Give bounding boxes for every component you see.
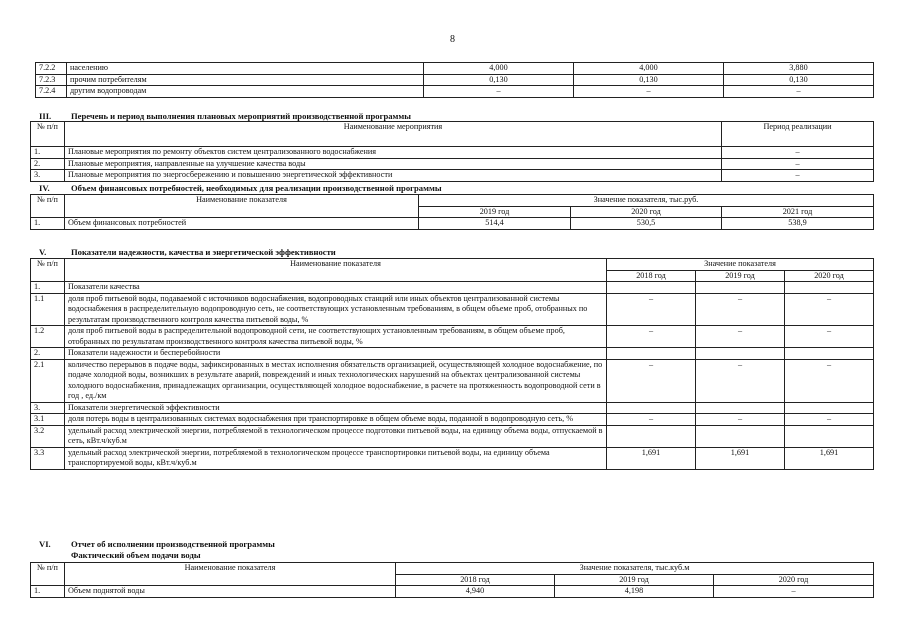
row-name: Плановые мероприятия по ремонту объектов систем централизованного водоснабжения: [65, 147, 722, 159]
row-value: 0,130: [724, 74, 874, 86]
row-number: 2.: [31, 158, 65, 170]
row-period: –: [722, 158, 874, 170]
row-value: 4,940: [396, 586, 555, 598]
row-value: –: [696, 414, 785, 426]
table-row: [31, 348, 874, 360]
row-value: –: [696, 293, 785, 326]
s4-year: 2019 год: [419, 206, 571, 218]
row-number: 1.: [31, 218, 65, 230]
row-value: –: [785, 326, 874, 348]
empty-cell: [696, 282, 785, 294]
row-name: количество перерывов в подаче воды, зафиксированных в местах исполнения обязательств организацией, осуществляющей холодное водоснабжение, по подаче холодной воды, возникших в результате аварий, повреждений и иных технологических нарушений на объектах централизованной системы холодного водоснабжения, принадлежащих организации, осуществляющей холодное водоснабжение, в расчете на протяженность водопроводной сети в год , ед./км: [65, 359, 607, 402]
section-6-heading: [39, 539, 275, 550]
row-value: –: [607, 326, 696, 348]
row-value: –: [714, 586, 874, 598]
table-row: [31, 147, 874, 159]
table-row: [31, 425, 874, 447]
table-row: [31, 158, 874, 170]
s4-year: 2021 год: [722, 206, 874, 218]
row-period: –: [722, 147, 874, 159]
row-value: 514,4: [419, 218, 571, 230]
s5-year: 2019 год: [696, 270, 785, 282]
row-value: 3,880: [724, 63, 874, 75]
row-value: 4,000: [574, 63, 724, 75]
s5-year: 2020 год: [785, 270, 874, 282]
empty-cell: [607, 348, 696, 360]
top-table: [35, 62, 874, 98]
row-number: 3.2: [31, 425, 65, 447]
s6-header-name: Наименование показателя: [65, 563, 396, 586]
section-5-table: [30, 258, 874, 470]
row-value: [785, 425, 874, 447]
row-value: 0,130: [574, 74, 724, 86]
s6-year: 2020 год: [714, 574, 874, 586]
row-value: 530,5: [571, 218, 722, 230]
row-value: 1,691: [607, 447, 696, 469]
s4-header-name: Наименование показателя: [65, 195, 419, 218]
row-number: 1.1: [31, 293, 65, 326]
section-5-heading: [39, 247, 336, 258]
row-number: 3.1: [31, 414, 65, 426]
s5-year: 2018 год: [607, 270, 696, 282]
s6-header-num: № п/п: [31, 563, 65, 586]
row-number: 3.3: [31, 447, 65, 469]
row-name: доля потерь воды в централизованных системах водоснабжения при транспортировке в общем объеме воды, поданной в водопроводную сеть, %: [65, 414, 607, 426]
section-6-title: Отчет об исполнении производственной программы: [71, 539, 275, 549]
section-6-table: [30, 562, 874, 598]
row-value: 4,198: [555, 586, 714, 598]
row-name: удельный расход электрической энергии, потребляемой в технологическом процессе подготовки питьевой воды, на единицу объема воды, отпускаемой в сеть, кВт.ч/куб.м: [65, 425, 607, 447]
table-row: [31, 293, 874, 326]
row-name: Показатели качества: [65, 282, 607, 294]
row-number: 1.: [31, 586, 65, 598]
row-number: 3.: [31, 402, 65, 414]
s5-header-name: Наименование показателя: [65, 259, 607, 282]
section-4-number: IV.: [39, 183, 50, 193]
table-row: [36, 86, 874, 98]
row-name: населению: [67, 63, 424, 75]
row-number: 7.2.2: [36, 63, 67, 75]
row-number: 7.2.3: [36, 74, 67, 86]
row-number: 1.2: [31, 326, 65, 348]
s6-year: 2019 год: [555, 574, 714, 586]
row-name: Объем поднятой воды: [65, 586, 396, 598]
row-name: Показатели надежности и бесперебойности: [65, 348, 607, 360]
row-value: [696, 425, 785, 447]
section-5-title: Показатели надежности, качества и энергетической эффективности: [71, 247, 336, 257]
section-5-number: V.: [39, 247, 47, 257]
section-4-table: [30, 194, 874, 230]
row-value: 1,691: [785, 447, 874, 469]
row-number: 1.: [31, 282, 65, 294]
table-row: [31, 414, 874, 426]
s3-header-name: Наименование мероприятия: [65, 122, 722, 147]
s6-header-value: Значение показателя, тыс.куб.м: [396, 563, 874, 575]
row-value: –: [424, 86, 574, 98]
top-table-body: [36, 63, 874, 98]
section-4-title: Объем финансовых потребностей, необходимых для реализации производственной программы: [71, 183, 442, 193]
row-period: –: [722, 170, 874, 182]
empty-cell: [607, 282, 696, 294]
row-value: –: [724, 86, 874, 98]
empty-cell: [785, 402, 874, 414]
row-name: доля проб питьевой воды в распределительной водопроводной сети, не соответствующих установленным требованиям, в общем объеме проб, отобранных по результатам производственного контроля качества питьевой воды, %: [65, 326, 607, 348]
row-name: другим водопроводам: [67, 86, 424, 98]
row-value: –: [574, 86, 724, 98]
empty-cell: [696, 402, 785, 414]
s4-year: 2020 год: [571, 206, 722, 218]
row-value: 538,9: [722, 218, 874, 230]
s4-body: [31, 218, 874, 230]
s6-year: 2018 год: [396, 574, 555, 586]
table-row: [36, 63, 874, 75]
row-value: –: [696, 326, 785, 348]
section-6-subtitle: Фактический объем подачи воды: [71, 550, 201, 560]
table-row: [31, 282, 874, 294]
row-number: 1.: [31, 147, 65, 159]
row-value: 0,130: [424, 74, 574, 86]
section-3-table: [30, 121, 874, 182]
empty-cell: [785, 348, 874, 360]
row-value: 4,000: [424, 63, 574, 75]
table-row: [31, 326, 874, 348]
row-name: удельный расход электрической энергии, потребляемой в технологическом процессе транспортировки питьевой воды, на единицу объема транспортируемой воды, кВт.ч/куб.м: [65, 447, 607, 469]
s5-header-num: № п/п: [31, 259, 65, 282]
section-6-number: VI.: [39, 539, 51, 549]
s4-header-num: № п/п: [31, 195, 65, 218]
s3-body: [31, 147, 874, 182]
section-3-number: III.: [39, 111, 52, 121]
table-row: [36, 74, 874, 86]
table-row: [31, 447, 874, 469]
row-number: 7.2.4: [36, 86, 67, 98]
row-name: Плановые мероприятия по энергосбережению и повышению энергетической эффективности: [65, 170, 722, 182]
table-row: [31, 218, 874, 230]
section-4-heading: [39, 183, 442, 194]
row-value: –: [785, 414, 874, 426]
page-number: 8: [450, 34, 455, 45]
s5-header-value: Значение показателя: [607, 259, 874, 271]
row-number: 3.: [31, 170, 65, 182]
row-value: –: [785, 293, 874, 326]
empty-cell: [785, 282, 874, 294]
row-number: 2.: [31, 348, 65, 360]
table-row: [31, 402, 874, 414]
row-value: –: [696, 359, 785, 402]
s3-header-period: Период реализации: [722, 122, 874, 147]
row-number: 2.1: [31, 359, 65, 402]
table-row: [31, 359, 874, 402]
row-name: доля проб питьевой воды, подаваемой с источников водоснабжения, водопроводных станций или иных объектов централизованной системы водоснабжения в распределительную водопроводную сеть, не соответствующих установленным требованиям, в общем объеме проб, отобранных по результатам производственного контроля качества питьевой воды, %: [65, 293, 607, 326]
row-name: Объем финансовых потребностей: [65, 218, 419, 230]
table-row: [31, 170, 874, 182]
row-value: –: [785, 359, 874, 402]
s6-body: [31, 586, 874, 598]
empty-cell: [607, 402, 696, 414]
table-row: [31, 586, 874, 598]
s3-header-num: № п/п: [31, 122, 65, 147]
row-name: Плановые мероприятия, направленные на улучшение качества воды: [65, 158, 722, 170]
row-value: –: [607, 293, 696, 326]
row-name: прочим потребителям: [67, 74, 424, 86]
row-value: –: [607, 359, 696, 402]
section-3-title: Перечень и период выполнения плановых мероприятий производственной программы: [71, 111, 411, 121]
row-name: Показатели энергетической эффективности: [65, 402, 607, 414]
empty-cell: [696, 348, 785, 360]
s5-body: [31, 282, 874, 470]
row-value: 1,691: [696, 447, 785, 469]
row-value: –: [607, 414, 696, 426]
row-value: [607, 425, 696, 447]
s4-header-value: Значение показателя, тыс.руб.: [419, 195, 874, 207]
